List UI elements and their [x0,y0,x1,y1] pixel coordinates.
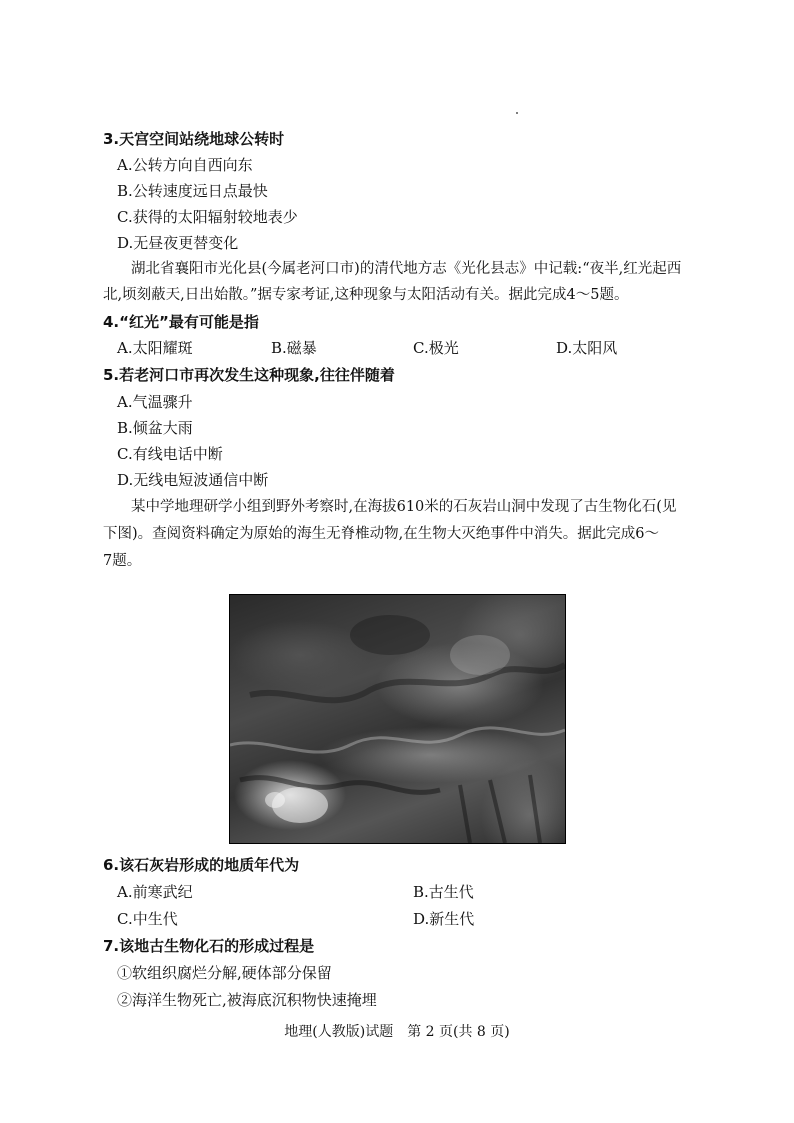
question-3-stem: 3.天宫空间站绕地球公转时 [103,130,285,148]
question-4-option-a: A.太阳耀斑 [117,339,193,357]
passage-2-line-3: 7题。 [103,553,142,569]
question-6-option-b: B.古生代 [413,883,474,901]
scan-speck [516,112,518,114]
question-6-option-a: A.前寒武纪 [117,883,193,901]
question-3-option-c: C.获得的太阳辐射较地表少 [117,208,298,226]
question-7-item-2: ②海洋生物死亡,被海底沉积物快速掩埋 [117,991,377,1009]
question-5-option-a: A.气温骤升 [117,393,193,411]
question-7-item-1: ①软组织腐烂分解,硬体部分保留 [117,964,332,982]
question-6-stem: 6.该石灰岩形成的地质年代为 [103,856,300,874]
passage-2-line-1: 某中学地理研学小组到野外考察时,在海拔610米的石灰岩山洞中发现了古生物化石(见 [131,499,677,515]
question-5-option-d: D.无线电短波通信中断 [117,471,269,489]
question-5-stem: 5.若老河口市再次发生这种现象,往往伴随着 [103,366,395,384]
question-4-option-c: C.极光 [413,339,459,357]
fossil-photo [229,594,566,844]
question-7-stem: 7.该地古生物化石的形成过程是 [103,937,315,955]
passage-1-line-1: 湖北省襄阳市光化县(今属老河口市)的清代地方志《光化县志》中记载:“夜半,红光起西 [131,261,682,277]
question-4-option-d: D.太阳风 [556,339,618,357]
passage-1-line-2: 北,顷刻蔽天,日出始散。”据专家考证,这种现象与太阳活动有关。据此完成4～5题。 [103,287,629,303]
question-6-option-c: C.中生代 [117,910,178,928]
passage-2-line-2: 下图)。查阅资料确定为原始的海生无脊椎动物,在生物大灭绝事件中消失。据此完成6～ [103,526,659,542]
question-3-option-b: B.公转速度远日点最快 [117,182,268,200]
page-footer: 地理(人教版)试题 第 2 页(共 8 页) [284,1024,510,1040]
question-4-option-b: B.磁暴 [271,339,317,357]
question-3-option-d: D.无昼夜更替变化 [117,234,239,252]
question-4-stem: 4.“红光”最有可能是指 [103,313,259,331]
question-5-option-b: B.倾盆大雨 [117,419,193,437]
fossil-texture [230,595,565,843]
question-5-option-c: C.有线电话中断 [117,445,223,463]
question-3-option-a: A.公转方向自西向东 [117,156,253,174]
question-6-option-d: D.新生代 [413,910,475,928]
